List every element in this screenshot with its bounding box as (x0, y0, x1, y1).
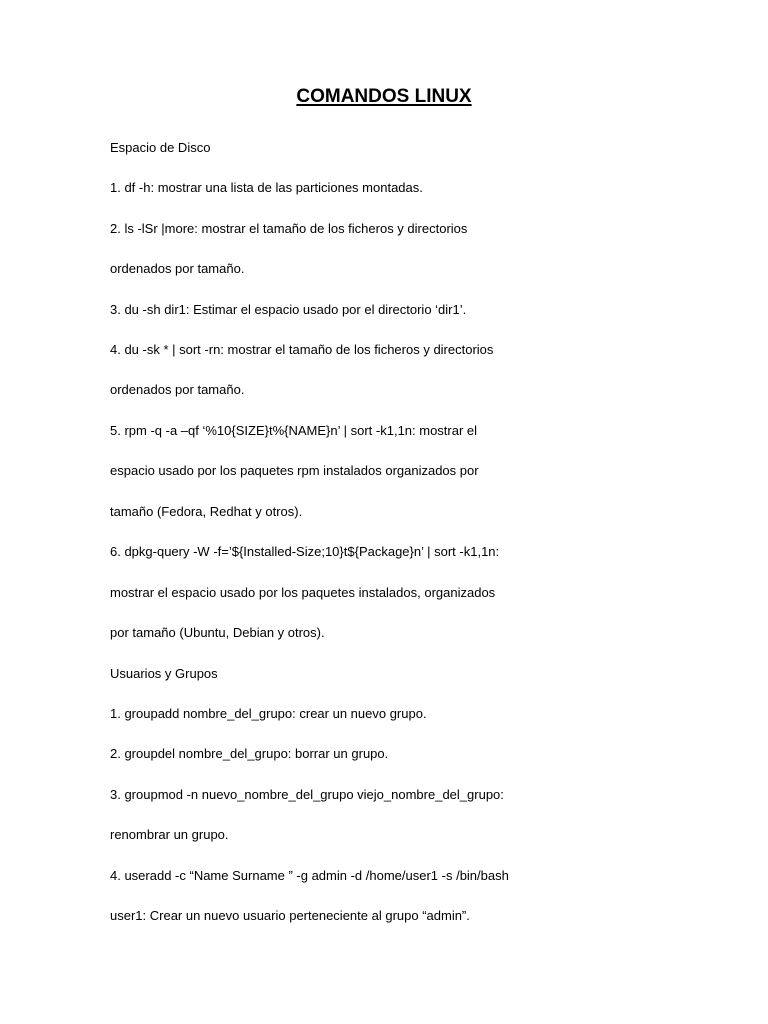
text-line: 4. useradd -c “Name Surname ” -g admin -d /home/user1 -s /bin/bash (110, 868, 509, 883)
text-line: espacio usado por los paquetes rpm instalados organizados por (110, 463, 479, 478)
document-title (0, 85, 768, 109)
document-title-text: COMANDOS LINUX (296, 86, 472, 107)
text-line: mostrar el espacio usado por los paquetes instalados, organizados (110, 585, 496, 600)
text-line: 3. groupmod -n nuevo_nombre_del_grupo viejo_nombre_del_grupo: (110, 787, 504, 802)
text-line: 1. df -h: mostrar una lista de las particiones montadas. (110, 180, 423, 195)
text-line: por tamaño (Ubuntu, Debian y otros). (110, 625, 325, 640)
text-line: tamaño (Fedora, Redhat y otros). (110, 504, 303, 519)
text-line: 3. du -sh dir1: Estimar el espacio usado por el directorio ‘dir1’. (110, 302, 467, 317)
text-line: 2. ls -lSr |more: mostrar el tamaño de los ficheros y directorios (110, 221, 468, 236)
text-line: ordenados por tamaño. (110, 382, 245, 397)
text-line: user1: Crear un nuevo usuario perteneciente al grupo “admin”. (110, 908, 470, 923)
section-heading-users-groups: Usuarios y Grupos (110, 666, 218, 681)
text-line: 2. groupdel nombre_del_grupo: borrar un grupo. (110, 746, 389, 761)
text-line: 5. rpm -q -a –qf ‘%10{SIZE}t%{NAME}n’ | sort -k1,1n: mostrar el (110, 423, 478, 438)
section-heading-disk-space: Espacio de Disco (110, 140, 211, 155)
text-line: 6. dpkg-query -W -f=’${Installed-Size;10}t${Package}n’ | sort -k1,1n: (110, 544, 500, 559)
text-line: ordenados por tamaño. (110, 261, 245, 276)
text-line: 1. groupadd nombre_del_grupo: crear un nuevo grupo. (110, 706, 427, 721)
text-line: renombrar un grupo. (110, 827, 229, 842)
text-line: 4. du -sk * | sort -rn: mostrar el tamaño de los ficheros y directorios (110, 342, 494, 357)
